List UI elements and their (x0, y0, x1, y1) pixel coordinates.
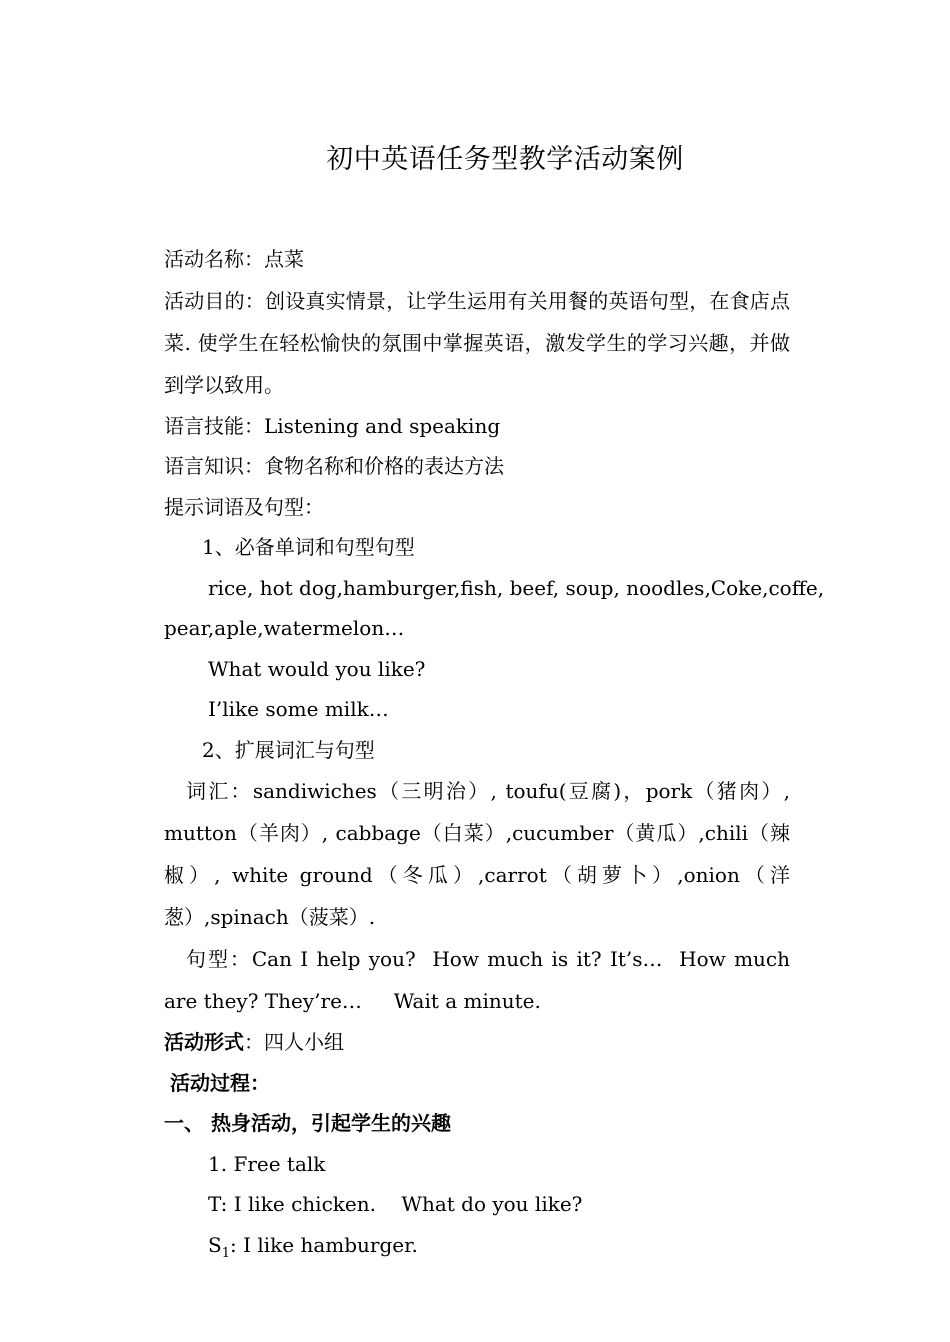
part1-heading: 一、 热身活动，引起学生的兴趣 (164, 1111, 451, 1135)
section1-words-line2: pear,aple,watermelon… (164, 616, 405, 640)
activity-form-label: 活动形式 (164, 1030, 244, 1054)
student-line: : I like hamburger. (229, 1232, 418, 1257)
free-talk: 1. Free talk (208, 1151, 326, 1176)
activity-process: 活动过程： (170, 1070, 270, 1095)
section1-sentence2: I’like some milk… (208, 697, 389, 721)
student-line-row (164, 1225, 790, 1266)
activity-form-value: ：四人小组 (244, 1030, 344, 1054)
language-skill: 语言技能：Listening and speaking (164, 413, 501, 438)
activity-goal: 活动目的：创设真实情景，让学生运用有关用餐的英语句型，在食店点菜. 使学生在轻松愉快的氛围中掌握英语，激发学生的学习兴趣，并做到学以致用。 (164, 288, 790, 397)
section1-sentence1: What would you like? (208, 656, 426, 681)
section1-heading: 1、必备单词和句型句型 (202, 535, 415, 559)
section2-heading: 2、扩展词汇与句型 (202, 737, 375, 762)
section2-vocab: 词汇：sandiwiches（三明治）, toufu(豆腐)，pork（猪肉）, mutton（羊肉）, cabbage（白菜）,cucumber（黄瓜）,chili（辣椒）, white ground（冬瓜）,carrot（胡萝卜）,onion（洋葱）,spinach（菠菜）. (164, 779, 790, 929)
prompt-heading: 提示词语及句型： (164, 494, 324, 519)
section1-words-line1: rice, hot dog,hamburger,fish, beef, soup, noodles,Coke,coffe, (208, 575, 825, 600)
teacher-line: T: I like chicken. What do you like? (208, 1192, 583, 1216)
student-label: S (208, 1232, 222, 1257)
activity-form (164, 1022, 790, 1063)
document-body (164, 239, 825, 1265)
section2-patterns: 句型：Can I help you? How much is it? It’s… How much are they? They’re… Wait a minute. (164, 947, 797, 1013)
student-subscript: 1 (221, 1245, 230, 1261)
activity-name: 活动名称：点菜 (164, 247, 304, 271)
language-knowledge: 语言知识：食物名称和价格的表达方法 (164, 454, 504, 478)
document-title: 初中英语任务型教学活动案例 (326, 144, 684, 175)
